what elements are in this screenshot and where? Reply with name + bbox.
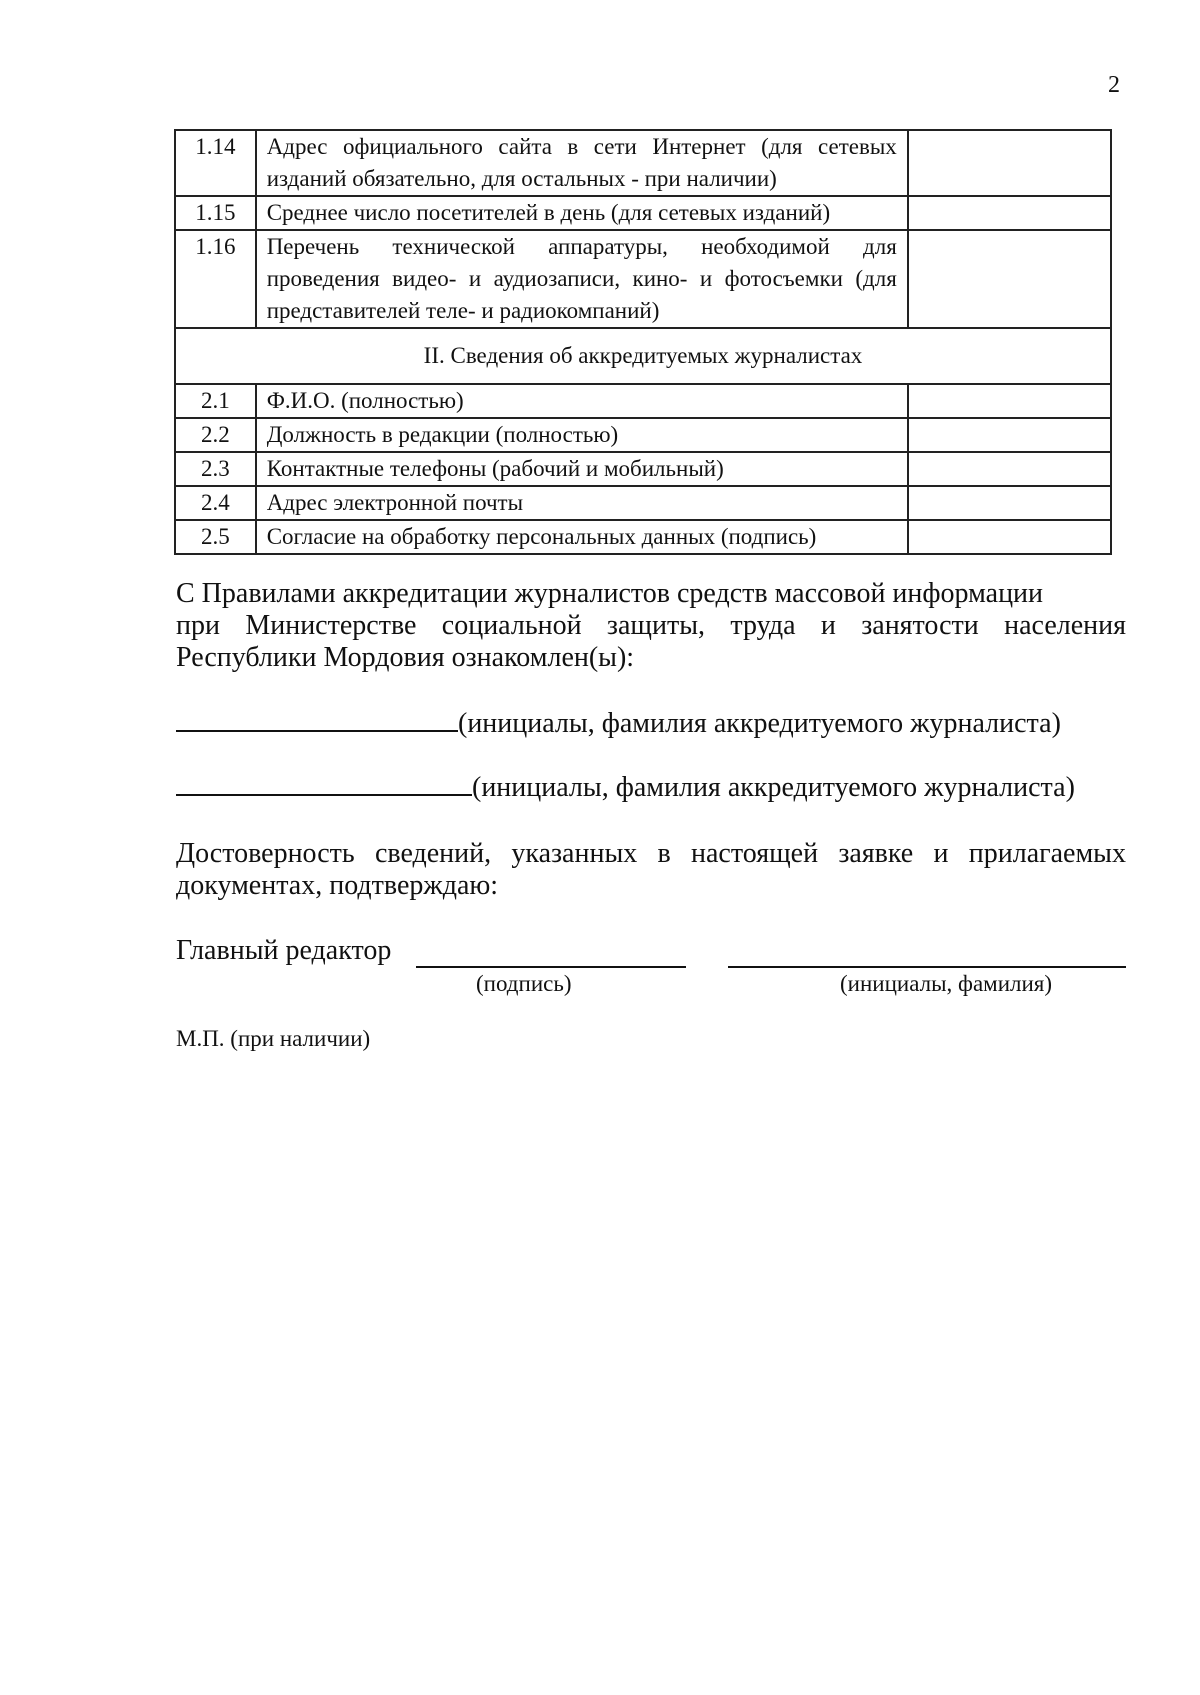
- confirmation-line: документах, подтверждаю:: [176, 870, 499, 901]
- rules-line: Республики Мордовия ознакомлен(ы):: [176, 642, 635, 673]
- table-row: [175, 486, 1111, 520]
- page-number: 2: [1108, 72, 1120, 98]
- row-number: 2.4: [175, 486, 256, 520]
- journalist-signature-line: [176, 704, 1061, 738]
- table-row: [175, 418, 1111, 452]
- table-row: [175, 452, 1111, 486]
- row-number: 1.14: [175, 130, 256, 196]
- row-value-field[interactable]: [908, 520, 1111, 554]
- row-label: Среднее число посетителей в день (для сетевых изданий): [256, 196, 908, 230]
- editor-name-field[interactable]: [728, 940, 1126, 968]
- row-number: 2.2: [175, 418, 256, 452]
- confirmation-paragraph: [176, 838, 1126, 902]
- journalist-signature-field[interactable]: [176, 704, 458, 732]
- signature-caption: (подпись): [476, 971, 572, 996]
- editor-signature-field[interactable]: [416, 940, 686, 968]
- table-row: [175, 230, 1111, 328]
- journalist-caption: (инициалы, фамилия аккредитуемого журналиста): [458, 708, 1061, 739]
- table-row: [175, 130, 1111, 196]
- journalist-signature-field[interactable]: [176, 768, 472, 796]
- confirmation-line: Достоверность сведений, указанных в настоящей заявке и прилагаемых: [176, 838, 1126, 869]
- rules-line: при Министерстве социальной защиты, труда и занятости населения: [176, 610, 1126, 641]
- row-label: Перечень технической аппаратуры, необходимой для проведения видео- и аудиозаписи, кино- и фотосъемки (для представителей теле- и радиокомпаний): [256, 230, 908, 328]
- journalist-caption: (инициалы, фамилия аккредитуемого журналиста): [472, 772, 1075, 803]
- row-label: Ф.И.О. (полностью): [256, 384, 908, 418]
- editor-label: Главный редактор: [176, 935, 392, 966]
- row-number: 2.1: [175, 384, 256, 418]
- row-label: Контактные телефоны (рабочий и мобильный): [256, 452, 908, 486]
- stamp-note: М.П. (при наличии): [176, 1026, 371, 1051]
- row-value-field[interactable]: [908, 230, 1111, 328]
- row-value-field[interactable]: [908, 418, 1111, 452]
- row-value-field[interactable]: [908, 486, 1111, 520]
- table-row: [175, 520, 1111, 554]
- section-heading-row: [175, 328, 1111, 384]
- row-value-field[interactable]: [908, 384, 1111, 418]
- row-label: Адрес электронной почты: [256, 486, 908, 520]
- row-number: 1.16: [175, 230, 256, 328]
- journalist-signature-line: [176, 768, 1075, 802]
- name-caption: (инициалы, фамилия): [840, 971, 1053, 996]
- rules-paragraph: [176, 578, 1126, 674]
- application-form-table: [174, 129, 1112, 555]
- section-heading: II. Сведения об аккредитуемых журналистах: [175, 328, 1111, 384]
- row-label: Должность в редакции (полностью): [256, 418, 908, 452]
- row-number: 2.3: [175, 452, 256, 486]
- row-value-field[interactable]: [908, 196, 1111, 230]
- row-number: 1.15: [175, 196, 256, 230]
- rules-line: С Правилами аккредитации журналистов средств массовой информации: [176, 578, 1044, 609]
- row-value-field[interactable]: [908, 130, 1111, 196]
- table-row: [175, 384, 1111, 418]
- row-value-field[interactable]: [908, 452, 1111, 486]
- row-label: Согласие на обработку персональных данных (подпись): [256, 520, 908, 554]
- table-row: [175, 196, 1111, 230]
- row-number: 2.5: [175, 520, 256, 554]
- row-label: Адрес официального сайта в сети Интернет (для сетевых изданий обязательно, для остальных - при наличии): [256, 130, 908, 196]
- editor-signature-row: [176, 934, 391, 968]
